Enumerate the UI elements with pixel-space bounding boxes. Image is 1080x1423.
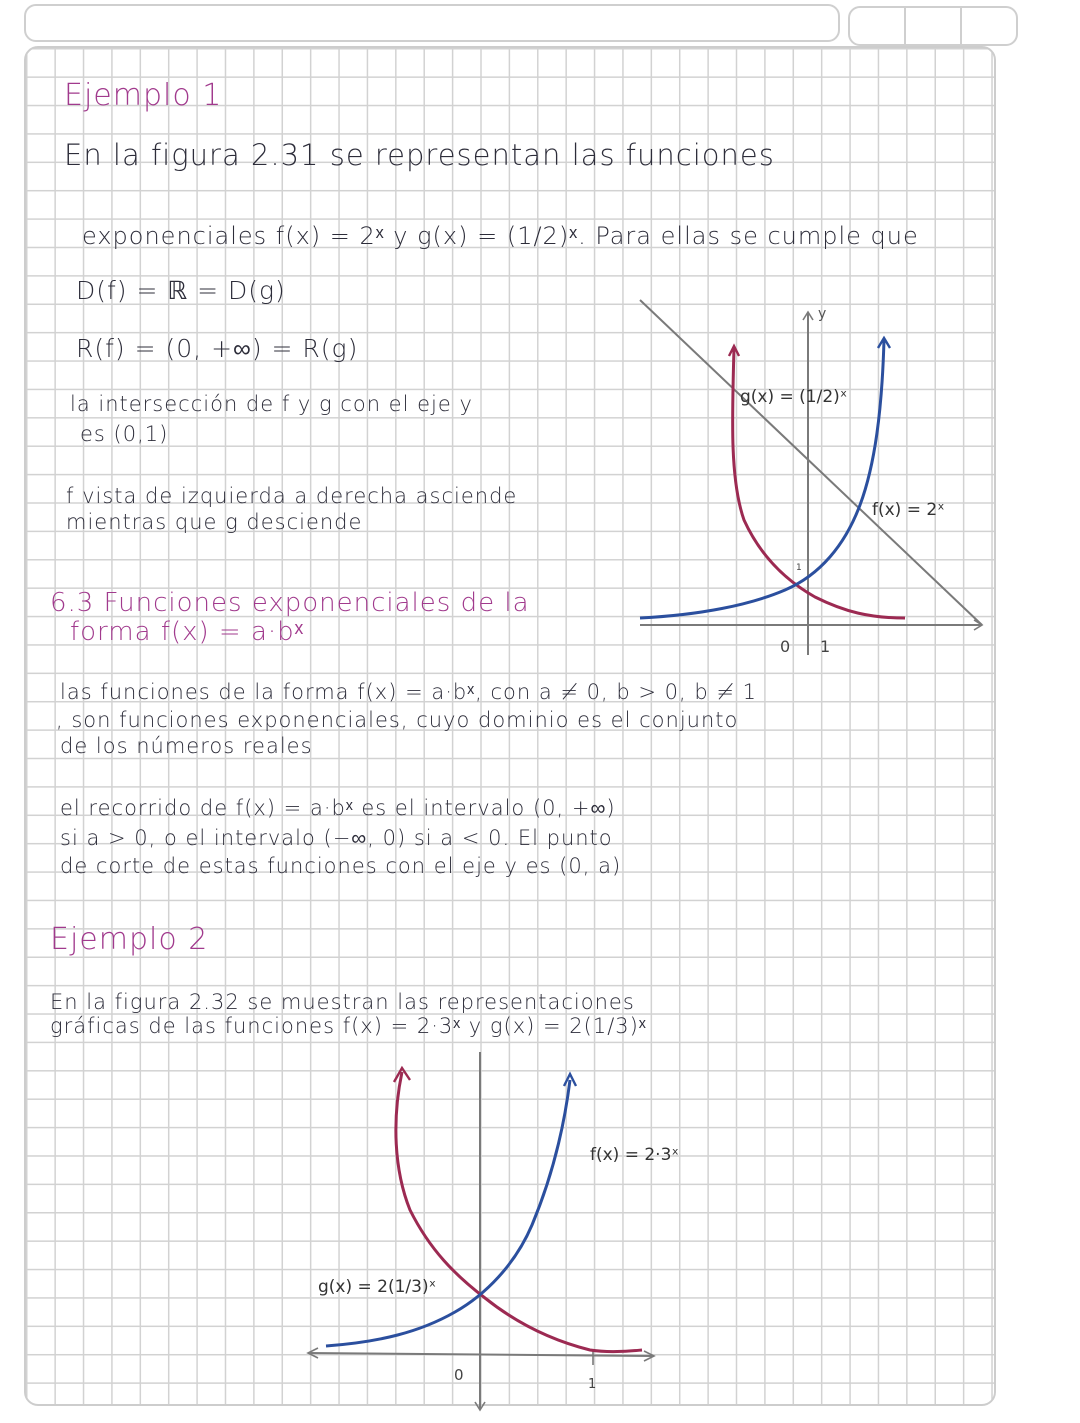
curve-f-increasing — [640, 340, 884, 618]
example2-line1: En la figura 2.32 se muestran las representaciones — [50, 990, 635, 1014]
section-6-3-para2-line2: si a > 0, o el intervalo (−∞, 0) si a < 0. El punto — [60, 826, 613, 850]
date-box-day — [850, 8, 906, 44]
date-box-year — [962, 8, 1016, 44]
example1-domain: D(f) = ℝ = D(g) — [76, 276, 286, 305]
x-tick-1-label: 1 — [820, 637, 831, 656]
example1-intersect-2: es (0,1) — [80, 422, 169, 446]
origin-label: 0 — [454, 1366, 464, 1384]
y-tick-1-label: 1 — [796, 563, 802, 573]
section-6-3-heading-1: 6.3 Funciones exponenciales de la — [50, 588, 530, 618]
section-6-3-para1-line1: las funciones de la forma f(x) = a·bˣ, con a ≠ 0, b > 0, b ≠ 1 — [60, 680, 758, 704]
g-function-label: g(x) = 2(1/3)ˣ — [318, 1277, 437, 1297]
date-box-month — [906, 8, 962, 44]
g-function-label: g(x) = (1/2)ˣ — [740, 387, 848, 407]
example1-line2: exponenciales f(x) = 2ˣ y g(x) = (1/2)ˣ. Para ellas se cumple que — [82, 222, 919, 250]
f-function-label: f(x) = 2·3ˣ — [590, 1145, 679, 1165]
origin-label: 0 — [780, 637, 791, 656]
example1-behavior-1: f vista de izquierda a derecha asciende — [66, 484, 518, 508]
example2-heading: Ejemplo 2 — [50, 922, 209, 957]
section-6-3-para2-line3: de corte de estas funciones con el eje y es (0, a) — [60, 854, 622, 878]
example1-heading: Ejemplo 1 — [64, 78, 223, 113]
f-function-label: f(x) = 2ˣ — [872, 500, 945, 520]
section-6-3-heading-2: forma f(x) = a·bˣ — [70, 617, 305, 647]
example1-line1: En la figura 2.31 se representan las funciones — [64, 138, 775, 172]
section-6-3-para1-line3: de los números reales — [60, 734, 313, 758]
x-tick-1-label: 1 — [588, 1377, 597, 1392]
notebook-date-boxes — [848, 6, 1018, 46]
notebook-header-strip — [24, 4, 840, 42]
figure-2-32-graph — [270, 1050, 690, 1420]
y-axis-label: y — [818, 306, 827, 322]
example1-intersect-1: la intersección de f y g con el eje y — [70, 392, 473, 416]
curve-f-increasing — [326, 1080, 570, 1346]
section-6-3-para1-line2: , son funciones exponenciales, cuyo dominio es el conjunto — [56, 708, 739, 732]
section-6-3-para2-line1: el recorrido de f(x) = a·bˣ es el intervalo (0, +∞) — [60, 796, 616, 820]
curve-g-decreasing — [396, 1072, 642, 1352]
figure-2-31-graph — [620, 300, 1020, 670]
example1-behavior-2: mientras que g desciende — [66, 510, 363, 534]
example1-range: R(f) = (0, +∞) = R(g) — [76, 334, 359, 363]
example2-line2: gráficas de las funciones f(x) = 2·3ˣ y g(x) = 2(1/3)ˣ — [50, 1014, 647, 1038]
